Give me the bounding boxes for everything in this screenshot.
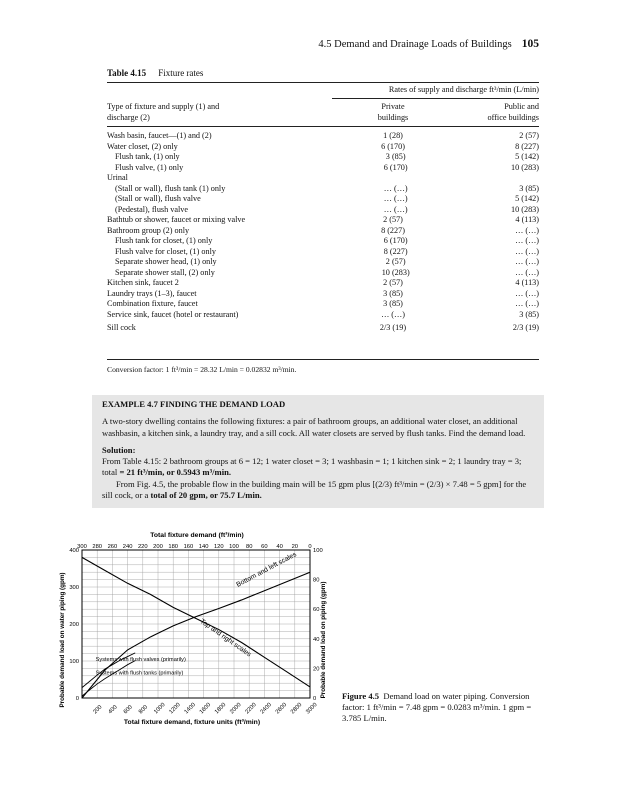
fixture-name: Wash basin, faucet—(1) and (2) bbox=[107, 131, 212, 140]
fixture-name: Flush valve, (1) only bbox=[115, 162, 184, 172]
fixture-name: Water closet, (2) only bbox=[107, 141, 178, 151]
x-tick-label: 2600 bbox=[274, 702, 289, 716]
private-rate: 8 (227) bbox=[383, 246, 408, 256]
top-tick-label: 180 bbox=[168, 544, 179, 550]
x-tick-label: 2400 bbox=[259, 702, 273, 716]
private-rate: 6 (170) bbox=[383, 236, 408, 245]
x-tick-label: 1800 bbox=[213, 702, 228, 716]
chart-xlabel: Total fixture demand, fixture units (ft³/min) bbox=[123, 719, 261, 726]
solution-label: Solution: bbox=[102, 444, 136, 455]
table-row bbox=[107, 236, 539, 247]
table-row bbox=[107, 289, 539, 300]
chart-annotation: Systems with flush tanks (primarily) bbox=[95, 670, 184, 677]
public-rate: … (…) bbox=[515, 225, 539, 235]
series-line-1 bbox=[82, 572, 310, 698]
chart-annotation: Systems with flush valves (primarily) bbox=[95, 657, 186, 663]
y-tick-label-left: 100 bbox=[69, 659, 79, 665]
table-header-rule bbox=[107, 126, 539, 127]
table-row bbox=[107, 278, 539, 289]
table-row bbox=[107, 268, 539, 279]
table-top-rule bbox=[107, 82, 539, 83]
top-tick-label: 80 bbox=[245, 544, 253, 550]
public-rate: 3 (85) bbox=[519, 309, 539, 319]
table-row bbox=[107, 194, 539, 205]
chart-annotation: Bottom and left scales bbox=[235, 551, 298, 589]
table-row bbox=[107, 163, 539, 174]
public-rate: 10 (283) bbox=[511, 204, 539, 214]
example-problem: A two-story dwelling contains the following fixtures: a pair of bathroom groups, an additional water closet, an additional washbasin, a kitchen sink, a laundry tray, and a sill cock. All water closets are served by flush tanks. Find the demand load. bbox=[102, 416, 526, 438]
public-rate bbox=[443, 173, 539, 184]
solution-line-1: From Table 4.15: 2 bathroom groups at 6 = 12; 1 water closet = 3; 1 washbasin = 1; 1 kitchen sink = 2; 1 laundry tray = 3; total = 21 ft³/min, or 0.5943 m³/min. bbox=[102, 456, 522, 478]
page-number: 105 bbox=[521, 38, 539, 50]
y-tick-label-right: 0 bbox=[313, 696, 317, 702]
private-rate: 6 (170) bbox=[383, 162, 408, 172]
y-tick-label-right: 100 bbox=[313, 548, 323, 554]
fixture-name: (Pedestal), flush valve bbox=[115, 204, 188, 214]
y-tick-label-right: 20 bbox=[313, 666, 320, 673]
public-rate: 4 (113) bbox=[515, 278, 539, 287]
x-tick-label: 1600 bbox=[198, 702, 213, 716]
private-rate: 3 (85) bbox=[383, 299, 403, 308]
private-rate: 10 (283) bbox=[381, 267, 410, 277]
public-rate: … (…) bbox=[515, 257, 539, 266]
x-tick-label: 2800 bbox=[289, 702, 304, 716]
top-tick-label: 220 bbox=[137, 544, 148, 550]
top-tick-label: 0 bbox=[308, 544, 312, 550]
figure-caption-text: Demand load on water piping. Conversion factor: 1 ft³/min = 7.48 gpm = 0.0283 m³/min. 1 gpm = 3.785 L/min. bbox=[342, 691, 532, 723]
table-conversion-note: Conversion factor: 1 ft³/min = 28.32 L/min = 0.02832 m³/min. bbox=[107, 365, 297, 374]
fixture-name: Bathtub or shower, faucet or mixing valve bbox=[107, 215, 246, 224]
private-rate: 2/3 (19) bbox=[379, 323, 407, 332]
private-rate: 3 (85) bbox=[383, 288, 403, 298]
running-header bbox=[318, 38, 539, 50]
figure-label: Figure 4.5 bbox=[342, 691, 380, 701]
fixture-name: Service sink, faucet (hotel or restaurant) bbox=[107, 309, 239, 319]
public-rate: 5 (142) bbox=[515, 152, 539, 161]
series-line-2 bbox=[82, 557, 310, 687]
private-rate: 6 (170) bbox=[381, 141, 405, 151]
table-caption bbox=[107, 68, 203, 78]
y-tick-label-right: 40 bbox=[313, 636, 320, 643]
public-rate: 3 (85) bbox=[519, 183, 539, 193]
private-rate: 2 (57) bbox=[385, 257, 406, 266]
private-rate: 2 (57) bbox=[383, 215, 403, 224]
x-tick-label: 200 bbox=[92, 704, 104, 716]
y-tick-label-left: 400 bbox=[69, 548, 79, 554]
table-row bbox=[107, 310, 539, 321]
fixture-name: Laundry trays (1–3), faucet bbox=[107, 288, 197, 298]
private-rate: … (…) bbox=[383, 194, 408, 203]
table-column-headers: Type of fixture and supply (1) and Private Public and discharge (2) buildings office buildings bbox=[107, 102, 539, 122]
private-rate bbox=[343, 173, 443, 184]
fixture-name: Flush tank for closet, (1) only bbox=[115, 236, 213, 245]
y-tick-label-left: 300 bbox=[69, 585, 79, 591]
fixture-name: (Stall or wall), flush valve bbox=[115, 194, 201, 203]
chart-title: Total fixture demand (ft³/min) bbox=[150, 532, 244, 539]
fixture-name: Flush tank, (1) only bbox=[115, 152, 180, 161]
group-header-rule bbox=[332, 98, 539, 99]
fixture-name: Combination fixture, faucet bbox=[107, 299, 198, 308]
fixture-name: Separate shower head, (1) only bbox=[115, 257, 217, 266]
public-rate: … (…) bbox=[515, 246, 539, 256]
x-tick-label: 1000 bbox=[153, 702, 167, 716]
y-tick-label-left: 0 bbox=[75, 696, 79, 702]
x-tick-label: 3000 bbox=[305, 702, 319, 716]
x-tick-label: 1200 bbox=[168, 702, 182, 716]
table-row bbox=[107, 142, 539, 153]
top-tick-label: 300 bbox=[77, 544, 87, 550]
table-row bbox=[107, 152, 539, 163]
public-rate: … (…) bbox=[515, 236, 539, 245]
fixture-name: Flush valve for closet, (1) only bbox=[115, 246, 216, 256]
public-rate: … (…) bbox=[515, 267, 539, 277]
table-row bbox=[107, 173, 539, 184]
table-row bbox=[107, 257, 539, 268]
top-tick-label: 280 bbox=[92, 544, 103, 550]
fixture-name: Bathroom group (2) only bbox=[107, 225, 190, 235]
private-rate: … (…) bbox=[383, 183, 408, 193]
example-title: EXAMPLE 4.7 FINDING THE DEMAND LOAD bbox=[102, 399, 286, 409]
public-rate: 2/3 (19) bbox=[512, 323, 539, 332]
private-rate: 3 (85) bbox=[385, 152, 406, 161]
chart-ylabel-left: Probable demand load on water piping (gpm) bbox=[59, 572, 66, 708]
top-tick-label: 120 bbox=[213, 544, 224, 550]
private-rate: 2 (57) bbox=[383, 278, 403, 287]
table-bottom-rule bbox=[107, 359, 539, 360]
section-title: 4.5 Demand and Drainage Loads of Buildings bbox=[318, 39, 512, 50]
example-box bbox=[92, 395, 544, 508]
table-row bbox=[107, 215, 539, 226]
table-row bbox=[107, 184, 539, 195]
top-tick-label: 60 bbox=[261, 544, 268, 550]
x-tick-label: 400 bbox=[107, 704, 119, 716]
table-row bbox=[107, 323, 539, 334]
top-tick-label: 260 bbox=[107, 544, 118, 550]
figure-caption bbox=[342, 691, 552, 724]
table-row bbox=[107, 299, 539, 310]
x-tick-label: 600 bbox=[122, 704, 134, 716]
fixture-name: Sill cock bbox=[107, 323, 136, 332]
x-tick-label: 800 bbox=[137, 704, 150, 716]
top-tick-label: 160 bbox=[183, 544, 194, 550]
top-tick-label: 20 bbox=[291, 544, 299, 550]
private-rate: … (…) bbox=[383, 204, 408, 214]
fixture-name: Kitchen sink, faucet 2 bbox=[107, 278, 179, 287]
public-rate: 10 (283) bbox=[511, 162, 539, 172]
public-rate: 8 (227) bbox=[515, 141, 539, 151]
table-label: Table 4.15 bbox=[107, 68, 147, 78]
y-tick-label-right: 60 bbox=[313, 607, 320, 614]
top-tick-label: 100 bbox=[229, 544, 239, 550]
x-tick-label: 2000 bbox=[229, 702, 243, 716]
top-tick-label: 200 bbox=[153, 544, 163, 550]
fixture-name: Separate shower stall, (2) only bbox=[115, 267, 215, 277]
top-tick-label: 240 bbox=[122, 544, 133, 550]
table-row bbox=[107, 247, 539, 258]
y-tick-label-left: 200 bbox=[69, 622, 79, 628]
table-row bbox=[107, 205, 539, 216]
table-row bbox=[107, 226, 539, 237]
private-rate: … (…) bbox=[381, 309, 405, 319]
chart-annotation: Top and right scales bbox=[198, 618, 253, 659]
x-tick-label: 2200 bbox=[244, 702, 258, 716]
table-body bbox=[107, 131, 539, 334]
fixture-name: Urinal bbox=[107, 173, 128, 182]
public-rate: … (…) bbox=[515, 299, 539, 308]
solution-line-2: From Fig. 4.5, the probable flow in the building main will be 15 gpm plus [(2/3) ft³/min = (2/3) × 7.48 = 5 gpm] for the sill cock, or a total of 20 gpm, or 75.7 L/min. bbox=[102, 478, 527, 501]
public-rate: 5 (142) bbox=[515, 194, 539, 203]
private-rate: 8 (227) bbox=[381, 225, 405, 235]
top-tick-label: 40 bbox=[276, 544, 283, 550]
x-tick-label: 1400 bbox=[183, 702, 197, 716]
public-rate: 2 (57) bbox=[519, 131, 539, 140]
private-rate: 1 (28) bbox=[383, 131, 403, 140]
public-rate: 4 (113) bbox=[515, 215, 539, 224]
table-title: Fixture rates bbox=[158, 68, 204, 78]
table-row bbox=[107, 131, 539, 142]
chart-ylabel-right: Probable demand load on piping (gpm) bbox=[320, 581, 327, 699]
y-tick-label-right: 80 bbox=[313, 577, 320, 584]
demand-load-chart bbox=[55, 528, 340, 728]
table-group-header: Rates of supply and discharge ft³/min (L/min) bbox=[388, 85, 539, 94]
fixture-name: (Stall or wall), flush tank (1) only bbox=[115, 183, 226, 193]
public-rate: … (…) bbox=[515, 288, 539, 298]
series-line-4 bbox=[82, 661, 135, 697]
top-tick-label: 140 bbox=[198, 544, 209, 550]
